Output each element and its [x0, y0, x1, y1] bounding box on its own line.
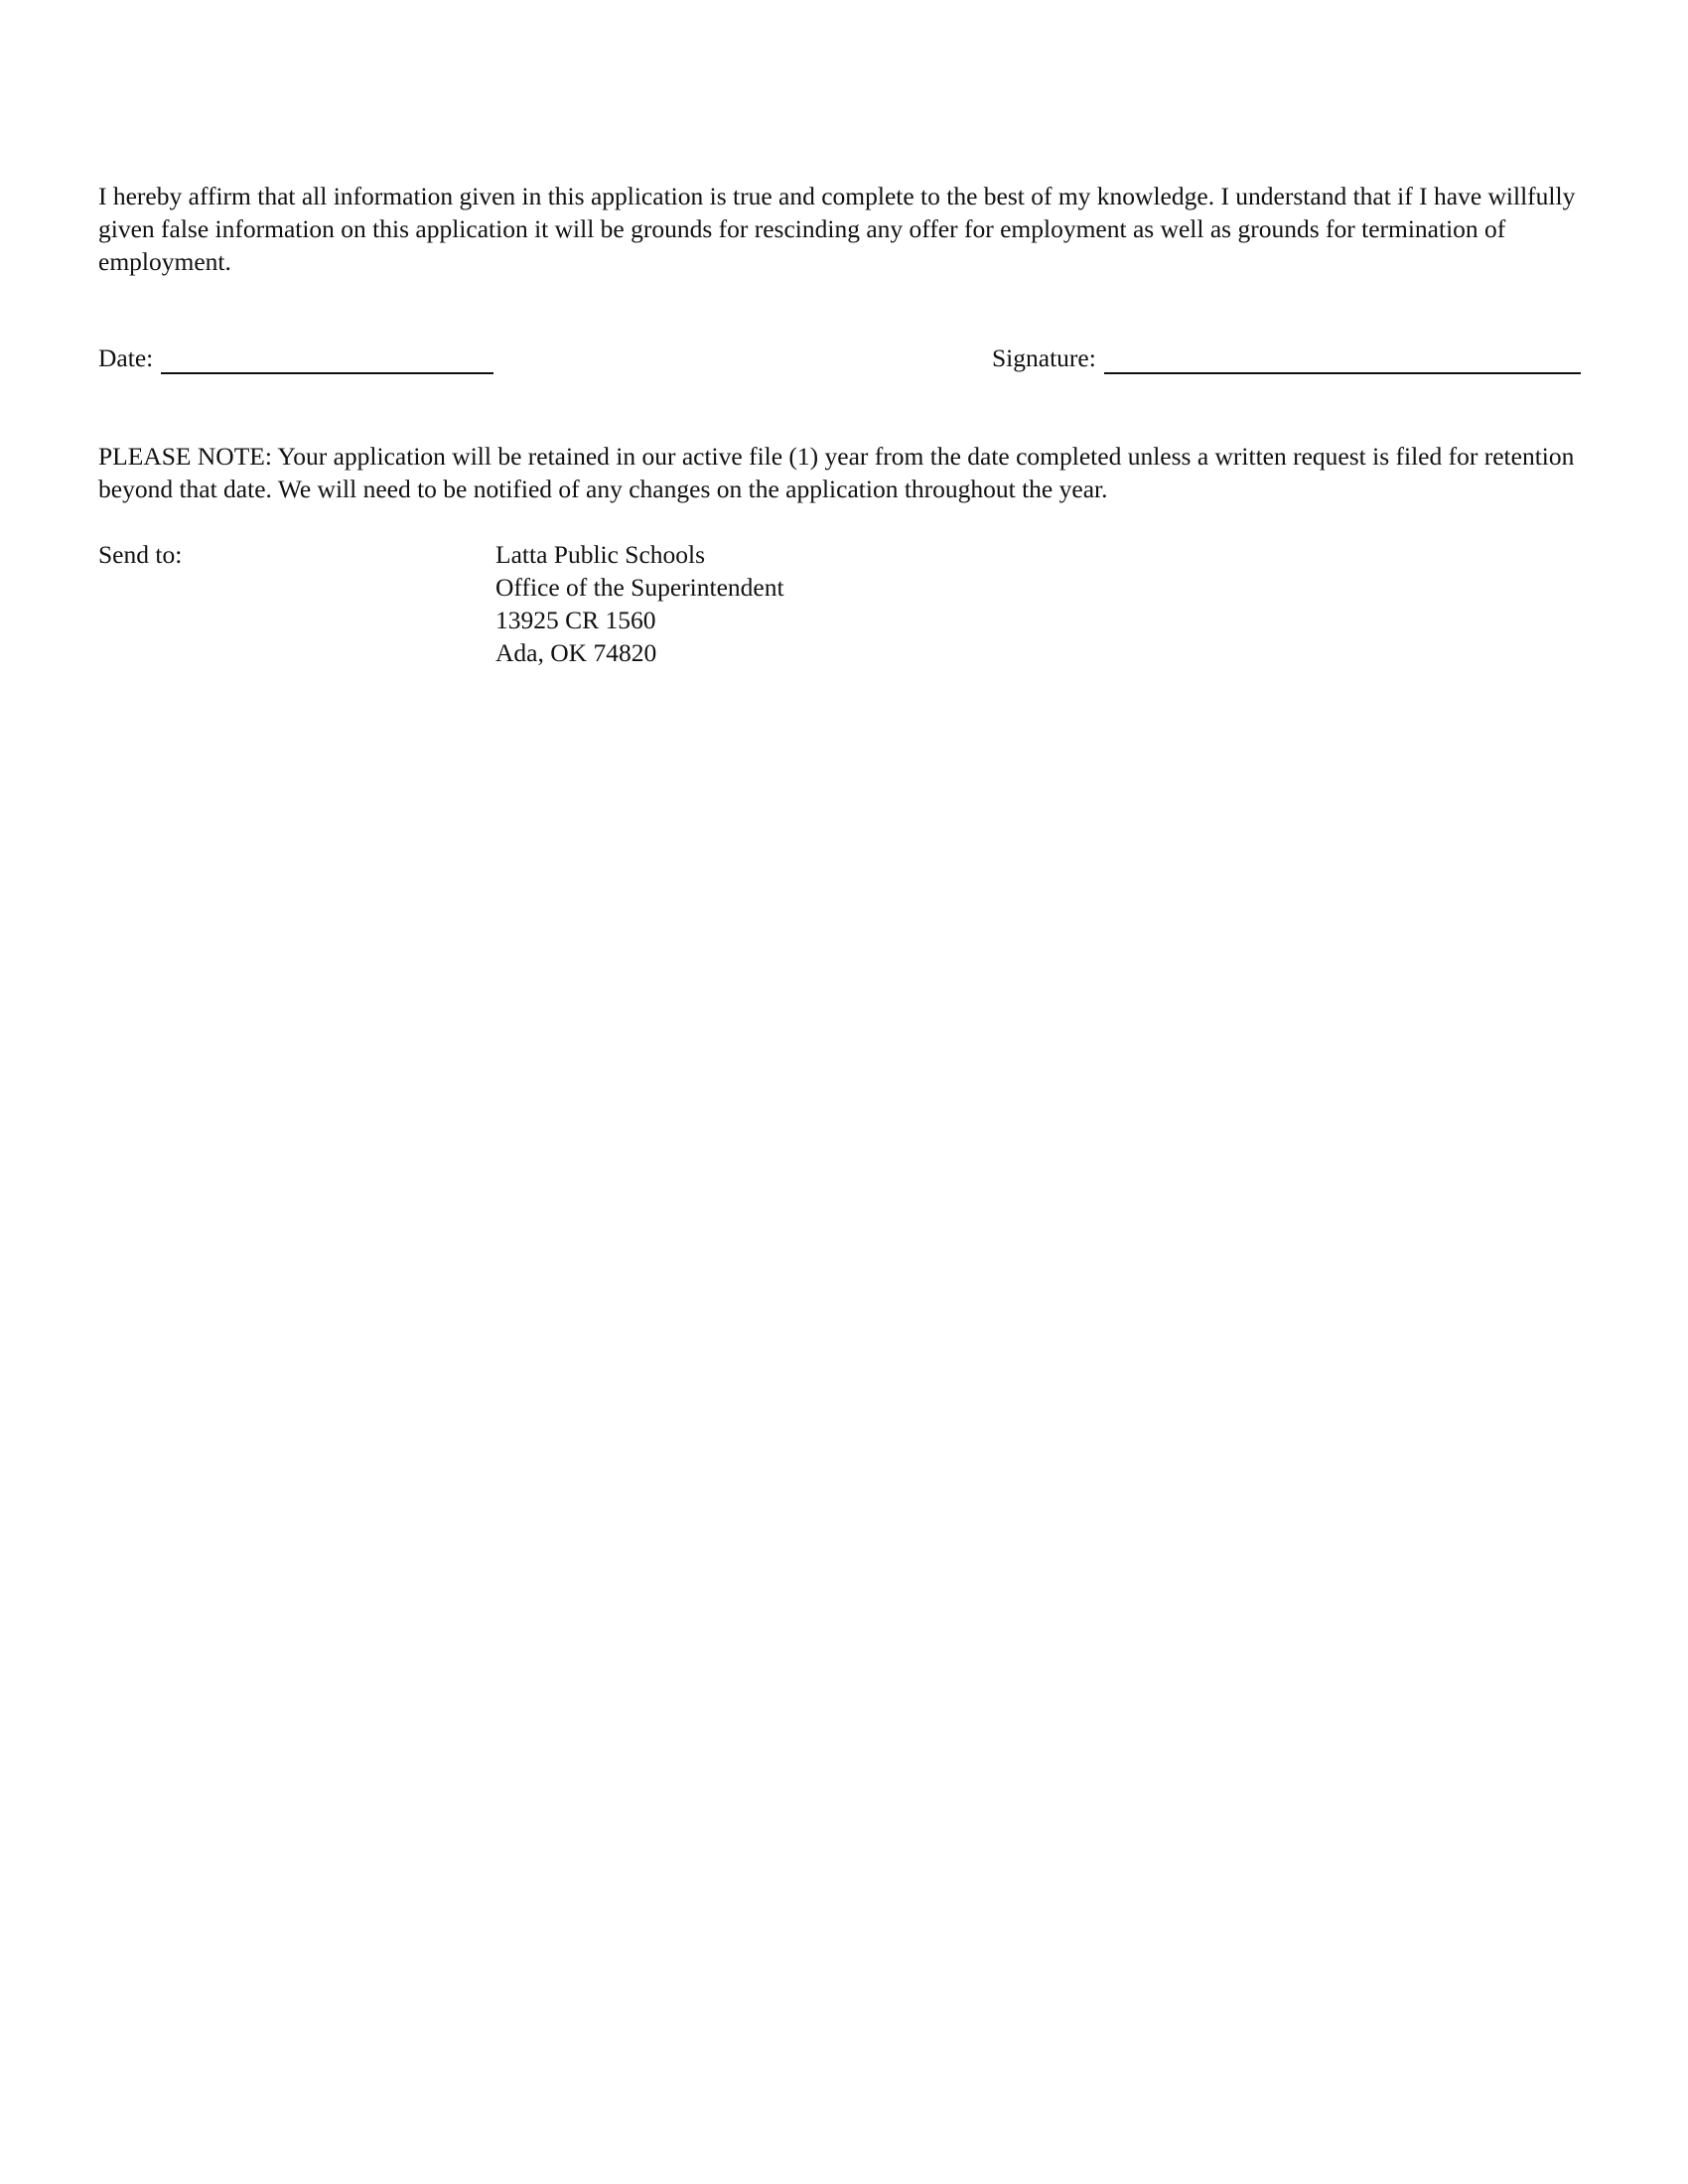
date-label: Date: [98, 343, 154, 372]
date-field-group [98, 341, 493, 374]
please-note-paragraph: PLEASE NOTE: Your application will be retained in our active file (1) year from the date completed unless a written request is filed for retention beyond that date. We will need to be notified of any changes on the application throughout the year. [98, 442, 1575, 503]
mailing-address [495, 538, 784, 669]
address-line-organization: Latta Public Schools [495, 540, 706, 569]
signature-label: Signature: [992, 343, 1096, 372]
signature-field-group [992, 341, 1581, 374]
signature-line[interactable] [1104, 346, 1581, 374]
address-line-city-state-zip: Ada, OK 74820 [495, 638, 657, 667]
date-line[interactable] [161, 346, 493, 374]
send-to-label: Send to: [98, 540, 183, 569]
address-line-office: Office of the Superintendent [495, 573, 784, 602]
signature-row [98, 341, 1598, 381]
address-line-street: 13925 CR 1560 [495, 606, 656, 634]
affirmation-paragraph: I hereby affirm that all information given in this application is true and complete to the best of my knowledge. I understand that if I have willfully given false information on this application it will be grounds for rescinding any offer for employment as well as grounds for termination of employment. [98, 182, 1576, 276]
